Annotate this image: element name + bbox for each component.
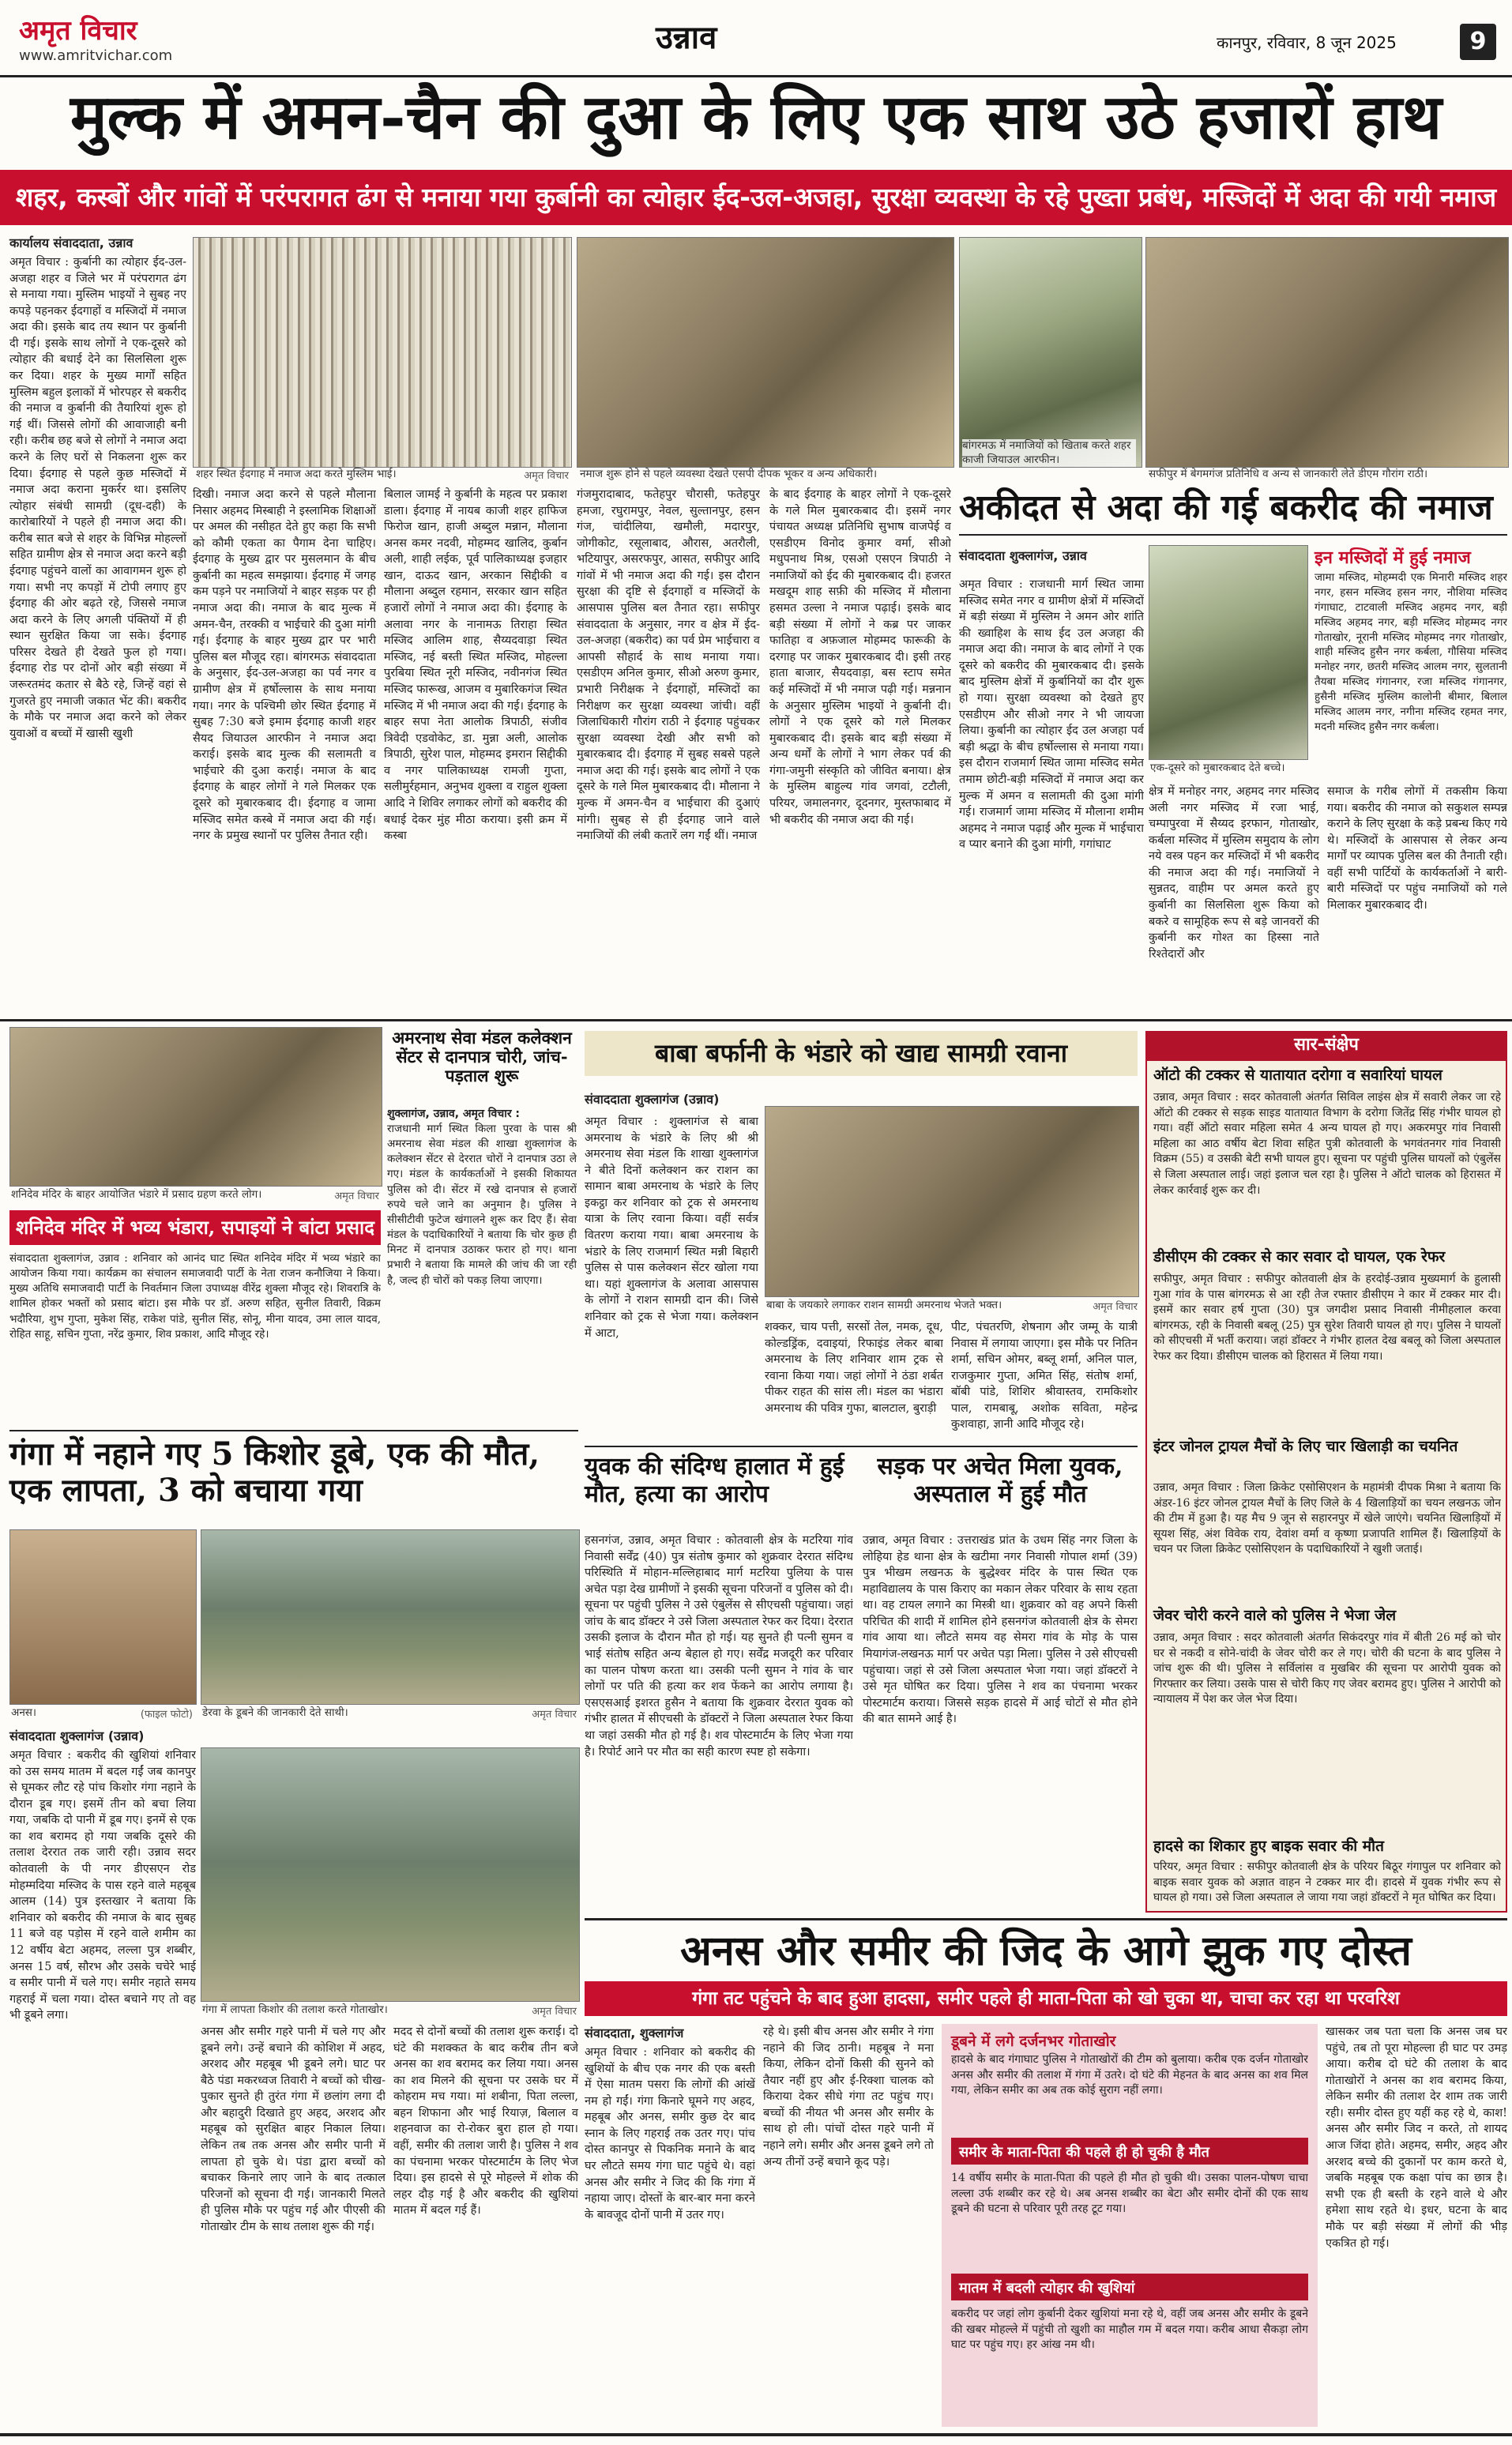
yuvak-death-headline: युवक की संदिग्ध हालात में हुई मौत, हत्या का आरोप [585,1453,844,1508]
brief-text: उन्नाव, अमृत विचार : सदर कोतवाली अंतर्गत सिविल लाइंस क्षेत्र में सवारी लेकर जा रहे ऑटो की टक्कर से सड़क साइड यातायात विभाग के दरोगा जितेंद्र सिंह गंभीर घायल हो गया। वहीं ऑटो सवार महिला समेत 4 अन्य घायल हो गए। अकरमपुर गांव निवासी महिला का आठ वर्षीय बेटा शिवा सहित पुत्री कोतवाली के भगवंतनगर गांव निवासी विक्रम (55) व उसकी बेटी सभी घायल हुए। सूचना पर पहुंची पुलिस घायलों को एंबुलेंस से जिला अस्पताल लाई। जहां इलाज चल रहा है। पुलिस ने ऑटो चालक को हिरासत में लेकर कार्रवाई शुरू कर दी। [1153,1091,1501,1197]
anas-portrait [9,1529,197,1705]
dm-inspection-photo [1145,237,1509,468]
page-number: 9 [1460,24,1496,60]
yuvak-death-text: हसनगंज, उन्नाव, अमृत विचार : कोतवाली क्षेत्र के मटरिया गांव निवासी सर्वेंद्र (40) पुत्र संतोष कुमार को शुक्रवार देररात संदिग्ध परिस्थिति में मोहान-मल्लिहाबाद मार्ग मटरिया पुलिया के पास अचेत पड़ा देख ग्रामीणों ने इसकी सूचना परिजनों व पुलिस को दी। सूचना पर पहुंची पुलिस ने उसे एंबुलेंस से सीएचसी पहुंचाया। जहां जांच के बाद डॉक्टर ने उसे जिला अस्पताल रेफर कर दिया। देररात उसकी इलाज के दौरान मौत हो गई। यह सुनते ही पत्नी सुमन व भाई संतोष सहित अन्य बेहाल हो गए। सर्वेंद्र मजदूरी कर परिवार का पालन पोषण करता था। उसकी पत्नी सुमन ने गांव के चार लोगों पर पति की हत्या कर शव फेंकने का आरोप लगाया है। एसएसआई इशरत हुसैन ने बताया कि शुक्रवार देररात युवक को गंभीर हालत में सीएचसी के डॉक्टरों ने जिला अस्पताल रेफर किया था जहां उसकी मौत हो गई है। शव पोस्टमार्टम के लिए भेजा गया है। रिपोर्ट आने पर मौत का सही कारण स्पष्ट हो सकेगा। [585,1534,853,1759]
divers-search-photo [201,1747,580,2002]
officials-photo [577,237,954,468]
lead-subhead: शहर, कस्बों और गांवों में परंपरागत ढंग से मनाया गया कुर्बानी का त्योहार ईद-उल-अजहा, सुरक्षा व्यवस्था के रहे पुख्ता प्रबंध, मस्जिदों में अदा की गयी नमाज [0,170,1512,225]
photo-credit: अमृत विचार [532,1709,577,1721]
photo-caption: शहर स्थित ईदगाह में नमाज अदा करते मुस्लिम भाई। [196,468,397,480]
photo-credit: (फाइल फोटो) [140,1709,193,1721]
children-photo [1149,545,1308,760]
brief-headline: हादसे का शिकार हुए बाइक सवार की मौत [1153,1838,1384,1855]
brief-text: सफीपुर, अमृत विचार : सफीपुर कोतवाली क्षेत्र के हरदोई-उन्नाव मुख्यमार्ग के हुलासी गुआ गांव के पास बांगरमऊ से आ रही तेज रफ्तार डीसीएम ने कार में टक्कर मार दी। इसमें कार सवार हर्ष गुप्ता (30) पुत्र जगदीश प्रसाद निवासी नीमीहलाल करवा बांगरमऊ, रही के निवासी बबलू (25) पुत्र सुरेश तिवारी घायल हो गए। पुलिस ने घायलों को सीएचसी में भर्ती कराया। जहां डॉक्टर ने गंभीर हालत देख बबलू को जिला अस्पताल रेफर कर दिया। डीसीएम चालक को हिरासत में लिया गया। [1153,1273,1501,1363]
bottom-border [0,2433,1512,2436]
baba-column-2: शक्कर, चाय पत्ती, सरसों तेल, नमक, दूध, कोल्डड्रिंक, दवाइयां, रिफाइंड लेकर बाबा अमरनाथ के लिए शनिवार शाम ट्रक से रवाना किया गया। जहां लोगों ने ठंडा शर्बत पीकर राहत की सांस ली। मंडल का भंडारा अमरनाथ की पवित्र गुफा, बालटाल, बुराड़ी [765,1321,943,1415]
section-title: उन्नाव [656,19,717,56]
newspaper-logo: अमृत विचार [19,15,137,47]
bakrid-column-3: समाज के गरीब लोगों में तकसीम किया गया। बकरीद की नमाज को सकुशल सम्पन्न कराने के लिए सुरक्षा के कड़े प्रबन्ध किए गये थे। मस्जिदों के आसपास से लेकर अन्य मार्गों पर व्यापक पुलिस बल की तैनाती रही। वहीं सभी पार्टियों के कार्यकर्ताओं ने बारी-बारी मस्जिदों पर पहुंच नमाजियों को गले मिलाकर मुबारकबाद दी। [1327,785,1507,912]
dost-subhead: गंगा तट पहुंचने के बाद हुआ हादसा, समीर पहले ही माता-पिता को खो चुका था, चाचा कर रहा था परवरिश [585,1981,1507,2016]
lead-headline: मुल्क में अमन-चैन की दुआ के लिए एक साथ उठे हजारों हाथ [70,81,1442,153]
ganga-column-1: अमृत विचार : बकरीद की खुशियां शनिवार को उस समय मातम में बदल गईं जब कानपुर से घूमकर लौट रहे पांच किशोर गंगा नहाने के दौरान डूब गए। इसमें तीन को बचा लिया गया, जबकि दो पानी में डूब गए। इनमें से एक का शव बरामद हो गया जबकि दूसरे की तलाश देररात तक जारी रही। उन्नाव सदर कोतवाली के पी नगर डीएसएन रोड मोहम्मदिया मस्जिद के पास रहने वाले महबूब आलम (14) पुत्र इस्तखार ने बताया कि शनिवार को बकरीद की नमाज के बाद सुबह 11 बजे वह पड़ोस में रहने वाले शमीम का 12 वर्षीय बेटा अहमद, लल्ला पुत्र शब्बीर, अनस 15 वर्ष, सौरभ और उसके चचेरे भाई व समीर पानी में चले गए। समीर नहाते समय गहराई में चला गया। दोस्त बचाने गए तो वह भी डूबने लगा। [9,1749,196,2022]
box-text: हादसे के बाद गंगाघाट पुलिस ने गोताखोरों की टीम को बुलाया। करीब एक दर्जन गोताखोर अनस और समीर की तलाश में गंगा में उतरे। दो घंटे की मेहनत के बाद अनस का शव मिल गया, लेकिन समीर का अब तक कोई सुराग नहीं लगा। [951,2053,1308,2097]
photo-caption: गंगा में लापता किशोर की तलाश करते गोताखोर। [202,2003,388,2016]
box-heading [951,2030,1308,2051]
lead-column-4: गंजमुरादाबाद, फतेहपुर चौरासी, फतेहपुर हमजा, रघुरामपुर, नेवल, सुल्तानपुर, हसन गंज, चांदीलिया, खमौली, मदारपुर, जोगीकोट, रसूलाबाद, औरास, अतरौली, भटियापुर, असरफपुर, आसत, सफीपुर आदि गांवों में भी नमाज अदा की गई। इस दौरान सुरक्षा की दृष्टि से ईदगाहों व मस्जिदों के आसपास पुलिस बल तैनात रहा। सफीपुर संवाददाता के अनुसार, नगर व क्षेत्र में ईद-उल-अजहा (बकरीद) का पर्व प्रेम भाईचारा व आपसी सौहार्द के साथ मनाया गया। एसडीएम अनिल कुमार, सीओ अरुण कुमार, प्रभारी निरीक्षक ने ईदगाहों, मस्जिदों का निरीक्षण कर सुरक्षा व्यवस्था जांची। वहीं जिलाधिकारी गौरांग राठी ने ईदगाह पहुंचकर सुरक्षा व्यवस्था देखी और सभी को मुबारकबाद दी। ईदगाह में सुबह सबसे पहले नमाज अदा की गई। इसके बाद लोगों ने एक दूसरे के गले मिल मुबारकबाद दी। मौलाना ने मुल्क में अमन-चैन व भाईचारा की दुआएं मांगी। सुबह से ही ईदगाह जाने वाले नमाजियों की लंबी कतारें लग गईं थीं। नमाज [577,488,760,843]
bakrid-column-2: क्षेत्र में मनोहर नगर, अहमद नगर मस्जिद अली नगर मस्जिद में रजा भाई, चम्पापुरवा में सैय्यद इरफान, गोताखोर, कर्बला मस्जिद में मुस्लिम समुदाय के लोग नये वस्त्र पहन कर मस्जिदों में भी बकरीद की नमाज अदा की गई। नमाजियों ने सुन्नतद, वाहीम पर अमल करते हुए कुर्बानी का सिलसिला शुरू किया को बकरे व सामूहिक रूप से बड़े जानवरों की कुर्बानी कर गोश्त का हिस्सा नाते रिश्तेदारों और [1149,785,1319,961]
ganga-headline: गंगा में नहाने गए 5 किशोर डूबे, एक की मौत, एक लापता, 3 को बचाया गया [9,1435,540,1509]
dost-column-4: खासकर जब पता चला कि अनस जब घर पहुंचे, तब तो पूरा मोहल्ला ही घाट पर उमड़ आया। करीब दो घंटे की तलाश के बाद गोताखोरों ने अनस का शव बरामद किया, लेकिन समीर की तलाश देर शाम तक जारी रही। समीर दोस्त हुए यहीं कह रहे थे, काश! अनस और समीर जिद न करते, तो शायद आज जिंदा होते। अहमद, समीर, अहद और अरशद बच्चे की दुकानों पर काम करते थे, जबकि महबूब एक कक्षा पांच का छात्र है। सभी एक ही बस्ती के रहने वाले थे और हमेशा साथ रहते थे। इधर, घटना के बाद मौके पर बड़ी संख्या में लोगों की भीड़ एकत्रित हो गई। [1326,2026,1507,2250]
divider [585,1446,1138,1447]
seva-text: राजधानी मार्ग स्थित किला पुरवा के पास श्री अमरनाथ सेवा मंडल की शाखा शुक्लागंज के कलेक्शन सेंटर से देररात चोरों ने दानपात्र उठा ले गए। मंडल के कार्यकर्ताओं ने इसकी शिकायत पुलिस को दी। सेंटर में रखे दानपात्र से हजारों रुपये चले जाने का अनुमान है। पुलिस ने सीसीटीवी फुटेज खंगालने शुरू कर दिए हैं। सेवा मंडल के पदाधिकारियों ने बताया कि चोर कुछ ही मिनट में दानपात्र उठाकर फरार हो गए। थाना प्रभारी ने बताया कि मामले की जांच की जा रही है, जल्द ही चोरों को पकड़ लिया जाएगा। [387,1123,577,1287]
road-death-headline: सड़क पर अचेत मिला युवक, अस्पताल में हुई मौत [877,1453,1123,1508]
brief-text: उन्नाव, अमृत विचार : सदर कोतवाली अंतर्गत सिकंदरपुर गांव में बीती 26 मई को चोर घर से नकदी व सोने-चांदी के जेवर चोरी कर ले गए। चोरी की घटना के बाद पुलिस ने जांच शुरू की थी। पुलिस ने सर्विलांस व मुखबिर की सूचना पर आरोपी युवक को गिरफ्तार कर लिया। उसके पास से चोरी किए गए जेवर बरामद हुए। पुलिस ने आरोपी को न्यायालय में पेश कर जेल भेज दिया। [1153,1631,1501,1706]
lead-column-1: अमृत विचार : कुर्बानी का त्योहार ईद-उल-अजहा शहर व जिले भर में परंपरागत ढंग से मनाया गया। मुस्लिम भाइयों ने सुबह नए कपड़े पहनकर ईदगाहों व मस्जिदों में नमाज अदा की। इसके बाद तय स्थान पर कुर्बानी दी गई। इसके साथ लोगों ने एक-दूसरे को त्योहार की बधाई देने का सिलसिला शुरू कर दिया। शहर के मुख्य मार्गों सहित मुस्लिम बहुल इलाकों में भोरपहर से बकरीद की नमाज व कुर्बानी की तैयारियां शुरू हो गई थीं। जिससे लोगों की आवाजाही बनी रही। करीब छह बजे से लोगों ने नमाज अदा करने के लिए घरों से निकलना शुरू कर दिया। ईदगाह से पहले कुछ मस्जिदों में नमाज अदा कराना मुकर्रर था। इसलिए त्योहार संबंधी सामग्री (दूध-दही) के कारोबारियों ने पहले ही नमाज अदा की। करीब सात बजे से शहर के विभिन्न मोहल्लों सहित ग्रामीण क्षेत्र से नमाज अदा करने बड़ी ईदगाह पहुंचने वालों का आवागमन शुरू हो गया। सभी नए कपड़ों में टोपी लगाए हुए ईदगाह की ओर बढ़ते रहे, जिससे नमाज अदा करने के लिए अगली पंक्तियों में ही स्थान सुरक्षित किया जा सके। ईदगाह परिसर देखते ही देखते फुल हो गया। ईदगाह रोड पर दोनों ओर बड़ी संख्या में जरूरतमंद कतार से बैठे रहे, जिन्हें वहां से गुजरते हुए नमाजी जकात भेंट की। बकरीद के मौके पर नमाज अदा करने को लेकर युवाओं व बच्चों में खासी खुशी [9,256,186,740]
seva-byline: शुक्लागंज, उन्नाव, अमृत विचार : [387,1108,521,1120]
brief-headline: जेवर चोरी करने वाले को पुलिस ने भेजा जेल [1153,1607,1397,1624]
photo-caption: डेरवा के डूबने की जानकारी देते साथी। [202,1706,348,1719]
photo-caption: नमाज शुरू होने से पहले व्यवस्था देखते एसपी दीपक भूकर व अन्य अधिकारी। [580,468,878,480]
photo-caption: सफीपुर में बेगमगंज प्रतिनिधि व अन्य से जानकारी लेते डीएम गौरांग राठी। [1149,468,1428,480]
divider [959,534,1507,536]
bhandara-photo [9,1027,382,1187]
truck-photo [765,1106,1139,1297]
lead-column-2: दिखी। नमाज अदा करने से पहले मौलाना निसार अहमद मिस्बाही ने इस्लामिक शिक्षाओं पर अमल की नसीहत देते हुए कहा कि सभी को कौमी एकता का पैगाम देना चाहिए। ईदगाह के मुख्य द्वार पर मुसलमान के बीच कुर्बानी का महत्व समझाया। ईदगाह में जगह कम पड़ने पर नमाजियों ने बाहर सड़क पर ही नमाज अदा की। नमाज के बाद मुल्क में अमन-चैन, तरक्की व भाईचारे की दुआ मांगी गई। ईदगाह के बाहर मुख्य द्वार पर भारी पुलिस बल मौजूद रहा। बांगरमऊ संवाददाता के अनुसार, ईद-उल-अजहा का पर्व नगर व ग्रामीण क्षेत्र में हर्षोल्लास के साथ मनाया गया। नगर के पश्चिमी छोर स्थित ईदगाह में सुबह 7:30 बजे इमाम ईदगाह काजी शहर सैयद जियाउल आरफीन ने नमाज अदा कराई। इसके बाद मुल्क की सलामती व भाईचारे की दुआ कराई। नमाज के बाद ईदगाह के बाहर लोगों ने गले मिलकर एक दूसरे को मुबारकबाद दी। ईदगाह व जामा मस्जिद समेत कस्बे में नमाज अदा की गई। नगर के प्रमुख स्थानों पर पुलिस तैनात रही। [193,488,376,843]
bakrid-headline: अकीदत से अदा की गई बकरीद की नमाज [959,487,1493,528]
baba-byline: संवाददाता शुक्लागंज (उन्नाव) [585,1092,720,1107]
masjid-list: जामा मस्जिद, मोहम्मदी एक मिनारी मस्जिद शहर नगर, हसन मस्जिद हसन नगर, नौशिया मस्जिद गंगाघाट, टाटवाली मस्जिद अहमद नगर, बड़ी मस्जिद अहमद नगर, बड़ी मस्जिद मोहम्मद नगर गोताखोर, नूरानी मस्जिद मोहम्मद नगर गोताखोर, शाही मस्जिद हुसैन नगर कर्बला, गौसिया मस्जिद मनोहर नगर, छतरी मस्जिद आलम नगर, सुलतानी तैयबा मस्जिद गंगानगर, रजा मस्जिद गंगानगर, हुसैनी मस्जिद मुस्लिम कालोनी बीमार, बिलाल मस्जिद आलम नगर, नगीना मस्जिद रहमत नगर, मदनी मस्जिद हुसैन नगर कर्बला। [1315,571,1507,733]
lead-byline: कार्यालय संवाददाता, उन्नाव [9,235,134,250]
photo-caption: शनिदेव मंदिर के बाहर आयोजित भंडारे में प्रसाद ग्रहण करते लोग। [11,1188,262,1201]
ganga-byline: संवाददाता शुक्लागंज (उन्नाव) [9,1728,145,1743]
ganga-column-3: मदद से दोनों बच्चों की तलाश शुरू कराई। दो घंटे की मशक्कत के बाद करीब तीन बजे अनस का शव बरामद कर लिया गया। अनस का शव मिलने की सूचना पर उसके घर में कोहराम मच गया। मां शबीना, पिता लल्ला, बहन शिफाना और भाई रियाज़, बिलाल व शहनवाज का रो-रोकर बुरा हाल हो गया। वहीं, समीर की तलाश जारी है। पुलिस ने शव का पंचनामा भरकर पोस्टमार्टम के लिए भेज दिया। इस हादसे से पूरे मोहल्ले में शोक की लहर दौड़ गई है और बकरीद की खुशियां मातम में बदल गई हैं। [393,2026,578,2217]
divider [0,1019,1512,1021]
photo-caption: बांगरमऊ में नमाजियों को खिताब करते शहर काजी जियाउल आरफीन। [962,439,1136,467]
seva-headline: अमरनाथ सेवा मंडल कलेक्शन सेंटर से दानपात्र चोरी, जांच-पड़ताल शुरू [392,1028,572,1086]
box-text: 14 वर्षीय समीर के माता-पिता की पहले ही मौत हो चुकी थी। उसका पालन-पोषण चाचा लल्ला उर्फ शब्बीर कर रहे थे। अब अनस शब्बीर का बेटा और समीर दोनों की एक साथ डूबने की घटना से परिवार पूरी तरह टूट गया। [951,2172,1308,2216]
divider [585,1918,1507,1920]
masjid-list-heading: इन मस्जिदों में हुई नमाज [1315,547,1471,568]
brief-headline: इंटर जोनल ट्रायल मैचों के लिए चार खिलाड़ी का चयनित [1153,1438,1458,1455]
box-heading-text: डूबने में लगे दर्जनभर गोताखोर [951,2033,1116,2050]
dost-byline: संवाददाता, शुक्लागंज [585,2026,684,2041]
photo-caption: बाबा के जयकारे लगाकर राशन सामग्री अमरनाथ भेजते भक्त। [766,1299,1002,1311]
photo-credit: अमृत विचार [334,1191,379,1202]
photo-credit: अमृत विचार [532,2006,577,2018]
lead-column-5: के बाद ईदगाह के बाहर लोगों ने एक-दूसरे के गले मिल मुबारकबाद दी। इसमें नगर पंचायत अध्यक्ष प्रतिनिधि सुभाष वाजपेई व एसडीएम विनोद कुमार वर्मा, सीओ मधुपनाथ मिश्र, एसओ एसएन त्रिपाठी ने नमाजियों को ईद की मुबारकबाद दी। हजरत मखदूम शाह सफ़ी की मस्जिद में मौलाना हसमत उल्ला ने नमाज पढ़ाई। इसके बाद बड़ी संख्या में लोगों ने कब्र पर जाकर फातिहा व अफ़जाल मोहम्मद फारूकी के दरगाह पर जाकर मुबारकबाद दी। इसी तरह हाता बाजार, सैयदवाड़ा, बस स्टाप समेत कई मस्जिदों में भी नमाज पढ़ी गई। मन्ननान के अनुसार मुस्लिम भाइयों ने कुर्बानी दी। लोगों ने एक दूसरे को गले मिलकर मुबारकबाद दी। इसके बाद बड़ी संख्या में अन्य धर्मों के लोगों ने भाग लेकर पर्व की गंगा-जमुनी संस्कृति को जीवित बनाया। क्षेत्र के मुस्लिम बाहुल्य गांव जगवां, टटौली, परियर, जमालनगर, दूदनगर, मुस्तफाबाद में भी बकरीद की नमाज अदा की गई। [769,488,951,826]
qazi-photo [959,237,1142,468]
eidgah-crowd-photo [193,237,572,468]
friends-photo [201,1529,580,1705]
photo-caption: अनस। [11,1706,37,1719]
shanidev-headline: शनिदेव मंदिर में भव्य भंडारा, सपाइयों ने बांटा प्रसाद [9,1210,381,1245]
dateline: कानपुर, रविवार, 8 जून 2025 [1217,33,1397,52]
divider [9,1430,578,1431]
website-url[interactable]: www.amritvichar.com [19,47,173,64]
lead-column-3: बिलाल जामई ने कुर्बानी के महत्व पर प्रकाश डाला। ईदगाह में नायब काजी शहर हाफिज फिरोज खान, हाजी अब्दुल मन्नान, मौलाना अनस कमर नदवी, मोहम्मद खालिद, कुर्बान अली, शाही लईक, पूर्व पालिकाध्यक्ष इजहार खान, दाऊद खान, अरकान सिद्दीकी व मौलाना अब्दुल रहमान, सरकार खान सहित हजारों लोगों ने नमाज अदा की। ईदगाह के अलावा नगर के नानामऊ तिराहा स्थित मस्जिद आलिम शाह, सैय्यदवाड़ा स्थित मस्जिद, नई बस्ती स्थित मस्जिद, मोहल्ला पुरबिया स्थित नूरी मस्जिद, नवीनगंज स्थित मस्जिद फारूख, आजम व मुबारिकगंज स्थित मस्जिद में भी नमाज अदा की गई। ईदगाह के बाहर सपा नेता आलोक त्रिपाठी, संजीव त्रिवेदी एडवोकेट, डा. मुन्ना अली, आलोक त्रिपाठी, सुरेश पाल, मोहम्मद इमरान सिद्दीकी व नगर पालिकाध्यक्ष रामजी गुप्ता, सलीमुर्रहमान, अनुभव शुक्ला व राहुल शुक्ला आदि ने शिविर लगाकर लोगों को बकरीद की बधाई देकर मुंह मीठा कराया। इसी क्रम में कस्बा [384,488,567,843]
shanidev-text: संवाददाता शुक्लागंज, उन्नाव : शनिवार को आनंद घाट स्थित शनिदेव मंदिर में भव्य भंडारे का आयोजन किया गया। कार्यक्रम का संचालन समाजवादी पार्टी के नेता राजन कनौजिया ने किया। मुख्य अतिथि समाजवादी पार्टी के निवर्तमान जिला उपाध्यक्ष वीरेंद्र शुक्ला मौजूद रहे। शिवरात्रि के शामिल होकर भक्तों को प्रसाद बांटा। इस मौके पर डॉ. अरुण सहित, सुनील तिवारी, विक्रम भदौरिया, शुभ गुप्ता, मुकेश सिंह, राकेश पांडे, सुनील सिंह, सोनू, मीना यादव, उमा लाल यादव, रोहित साहू, सचिन गुप्ता, नरेंद्र कुमार, शिव प्रकाश, आदि मौजूद रहे। [9,1252,381,1341]
box-heading-text: समीर के माता-पिता की पहले ही हो चुकी है मौत [959,2144,1209,2161]
brief-text: उन्नाव, अमृत विचार : जिला क्रिकेट एसोसिएशन के महामंत्री दीपक मिश्रा ने बताया कि अंडर-16 इंटर जोनल ट्रायल मैचों के लिए जिले के 4 खिलाड़ियों का चयन लखनऊ जोन की टीम में हुआ है। यह मैच 9 जून से सहारनपुर में खेले जाएंगे। चयनित खिलाड़ियों में सूयश सिंह, अंश विवेक राय, देवांश वर्मा व कृष्णा प्रजापति शामिल हैं। खिलाड़ियों के चयन पर जिला क्रिकेट एसोसिएशन के पदाधिकारियों ने खुशी जताई। [1153,1481,1501,1556]
photo-credit: अमृत विचार [524,470,569,482]
ganga-column-2: अनस और समीर गहरे पानी में चले गए और डूबने लगे। उन्हें बचाने की कोशिश में अहद, अरशद और महबूब भी डूबने लगे। घाट पर बैठे पंडा मकरध्वज तिवारी ने बच्चों को चीख-पुकार सुनते ही तुरंत गंगा में छलांग लगा दी और बहादुरी दिखाते हुए अहद, अरशद और महबूब को सुरक्षित बाहर निकाल लिया। लेकिन तब तक अनस और समीर पानी में लापता हो चुके थे। पंडा द्वारा बच्चों को बचाकर किनारे लाए जाने के बाद तत्काल परिजनों को सूचना दी गई। जानकारी मिलते ही पुलिस मौके पर पहुंच गई और पीएसी की गोताखोर टीम के साथ तलाश शुरू की गई। [201,2026,386,2233]
bakrid-column-1: अमृत विचार : राजधानी मार्ग स्थित जामा मस्जिद समेत नगर व ग्रामीण क्षेत्रों में मस्जिदों में बड़ी संख्या में मुस्लिम ने अमन ओर शांति की ख्वाहिश के साथ ईद उल अजहा की नमाज अदा की। नमाज के बाद लोगों ने एक दूसरे को बकरीद की मुबारकबाद दी। इसके बाद मुस्लिम क्षेत्रों में कुर्बानियों का दौर शुरू हो गया। सुरक्षा व्यवस्था को देखते हुए एसडीएम और सीओ नगर ने भी जायजा लिया। कुर्बानी का त्योहार ईद उल अजहा पर्व बड़ी श्रद्धा के बीच हर्षोल्लास से मनाया गया। इस दौरान राजमार्ग स्थित जामा मस्जिद समेत तमाम छोटी-बड़ी मस्जिदों में नमाज अदा कर मुल्क में अमन व सलामती की दुआ मांगी गई। राजमार्ग जामा मस्जिद में मौलाना शमीम अहमद ने नमाज पढ़ाई और मुल्क में भाईचारा व प्यार बनाने की दुआ मांगी, गगांघाट [959,578,1144,852]
road-death-text: उन्नाव, अमृत विचार : उत्तराखंड प्रांत के उधम सिंह नगर जिला के लोहिया हेड थाना क्षेत्र के खटीमा नगर निवासी गोपाल शर्मा (39) पुत्र भीखम लखनऊ के बुद्धेश्वर मंदिर के पास स्थित एक महाविद्यालय के पास किराए का मकान लेकर परिवार के साथ रहता था। वह टायल लगाने का मिस्त्री था। शुक्रवार को वह अपने किसी परिचित की शादी में शामिल होने हसनगंज कोतवाली क्षेत्र के सेमरा गांव आया था। लौटते समय वह सेमरा गांव के मोड़ के पास मियागंज-लखनऊ मार्ग पर अचेत पड़ा मिला। पुलिस ने उसे सीएचसी पहुंचाया। जहां से उसे जिला अस्पताल भेजा गया। जहां डॉक्टरों ने उसे मृत घोषित कर दिया। पुलिस ने शव का पंचनामा भरकर पोस्टमार्टम कराया। जिससे सड़क हादसे में आई चोटों से मौत होने की बात सामने आई है। [863,1534,1138,1726]
baba-headline: बाबा बर्फानी के भंडारे को खाद्य सामग्री रवाना [585,1031,1138,1076]
baba-column-3: पीट, पंचतरणि, शेषनाग और जम्मू के यात्री निवास में लगाया जाएगा। इस मौके पर नितिन शर्मा, सचिन ओमर, बब्लू शर्मा, अनिल पाल, राजकुमार गुप्ता, अमित सिंह, संतोष शर्मा, बॉबी पांडे, शिशिर श्रीवास्तव, रामकिशोर पाल, रामबाबू, अशोक सविता, महेन्द्र कुशवाहा, ज्ञानी आदि मौजूद रहे। [951,1321,1138,1431]
photo-caption: एक-दूसरे को मुबारकबाद देते बच्चे। [1150,762,1285,774]
brief-headline: ऑटो की टक्कर से यातायात दरोगा व सवारियां घायल [1153,1066,1442,1084]
photo-credit: अमृत विचार [1093,1301,1138,1313]
dost-headline: अनस और समीर की जिद के आगे झुक गए दोस्त [680,1927,1412,1975]
box-heading-text: मातम में बदली त्योहार की खुशियां [959,2280,1135,2296]
box-text: बकरीद पर जहां लोग कुर्बानी देकर खुशियां मना रहे थे, वहीं जब अनस और समीर के डूबने की खबर मोहल्ले में पहुंची तो खुशी का माहौल गम में बदल गया। करीब आधा सैकड़ा लोग घाट पर पहुंच गए। हर आंख नम थी। [951,2308,1308,2352]
bakrid-byline: संवाददाता शुक्लागंज, उन्नाव [959,548,1087,563]
dost-column-2: रहे थे। इसी बीच अनस और समीर ने गंगा नहाने की जिद ठानी। महबूब ने मना किया, लेकिन दोनों किसी की सुनने को तैयार नहीं हुए और ई-रिक्शा चालक को किराया देकर सीधे गंगा तट पहुंच गए। बच्चों की नीयत भी अनस और समीर के साथ हो ली। पांचों दोस्त गहरे पानी में नहाने लगे। समीर और अनस डूबने लगे तो अन्य तीनों उन्हें बचाने कूद पड़े। [763,2026,934,2169]
sar-sankshep-header: सार-संक्षेप [1145,1031,1507,1059]
baba-column-1: अमृत विचार : शुक्लागंज से बाबा अमरनाथ के भंडारे के लिए श्री श्री अमरनाथ सेवा मंडल कि शाखा शुक्लागंज ने बीते दिनों कलेक्शन कर राशन का सामान बाबा अमरनाथ के भंडारे के लिए इकट्ठा कर शनिवार को ट्रक से अमरनाथ यात्रा के लिए रवाना किया। वहीं सर्वत्र वितरण कराया गया। बाबा अमरनाथ के भंडारे के लिए राजमार्ग स्थित मन्नी बिहारी पुलिस से पास कलेक्शन सेंटर खोला गया था। यहां शुक्लागंज के अलावा आसपास के लोगों ने राशन सामग्री दान की। जिसे शनिवार को ट्रक से भेजा गया। कलेक्शन में आटा, [585,1115,758,1340]
brief-text: परियर, अमृत विचार : सफीपुर कोतवाली क्षेत्र के परियर बिठूर गंगापुल पर शनिवार को बाइक सवार युवक को अज्ञात वाहन ने टक्कर मार दी। हादसे में युवक गंभीर रूप से घायल हो गया। उसे जिला अस्पताल ले जाया गया जहां डॉक्टरों ने मृत घोषित कर दिया। [1153,1860,1501,1905]
dost-column-1: अमृत विचार : शनिवार को बकरीद की खुशियों के बीच एक नगर की एक बस्ती में ऐसा मातम पसरा कि लोगों की आंखें नम हो गईं। गंगा किनारे घूमने गए अहद, महबूब और अनस, समीर कुछ देर बाद स्नान के लिए गहराई तक उतर गए। पांच दोस्त कानपुर से पिकनिक मनाने के बाद घर लौटते समय गंगा घाट पहुंचे थे। वहां अनस और समीर ने जिद की कि गंगा में नहाया जाए। दोस्तों के बार-बार मना करने के बावजूद दोनों पानी में उतर गए। [585,2046,755,2221]
brief-headline: डीसीएम की टक्कर से कार सवार दो घायल, एक रेफर [1153,1248,1446,1266]
